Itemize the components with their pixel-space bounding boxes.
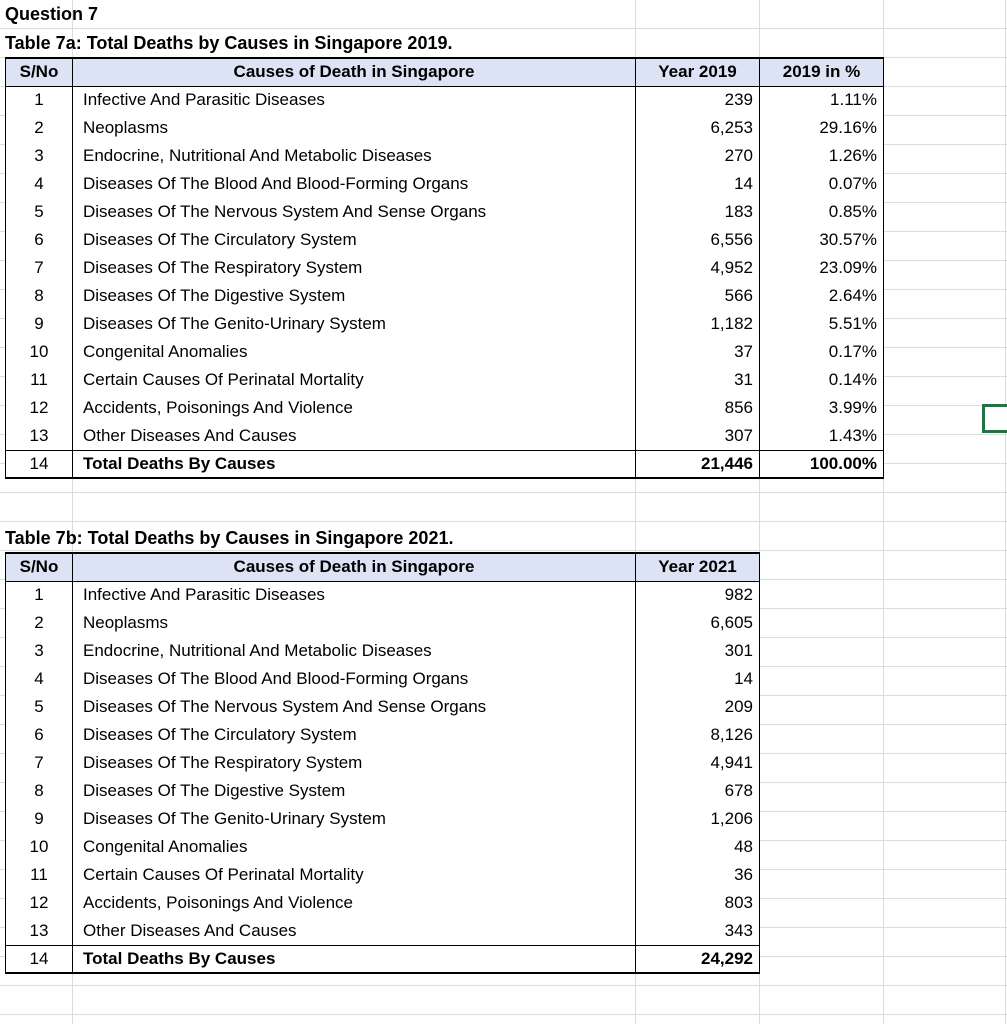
header-sno[interactable]: S/No [6,58,73,86]
cause-cell[interactable]: Diseases Of The Circulatory System [73,721,636,749]
cause-cell[interactable]: Accidents, Poisonings And Violence [73,889,636,917]
sno-cell[interactable]: 2 [6,609,73,637]
pct-cell[interactable]: 0.85% [760,198,884,226]
sno-cell[interactable]: 5 [6,693,73,721]
value-cell[interactable]: 678 [636,777,760,805]
table-row [6,665,760,693]
table-row [6,637,760,665]
cause-cell[interactable]: Neoplasms [73,114,636,142]
sno-cell[interactable]: 1 [6,86,73,114]
table-row [6,198,884,226]
total-label-cell[interactable]: Total Deaths By Causes [73,945,636,973]
value-cell[interactable]: 4,941 [636,749,760,777]
cause-cell[interactable]: Diseases Of The Digestive System [73,777,636,805]
value-cell[interactable]: 31 [636,366,760,394]
header-2019-pct[interactable]: 2019 in % [760,58,884,86]
sno-cell[interactable]: 8 [6,777,73,805]
sno-cell[interactable]: 14 [6,945,73,973]
cause-cell[interactable]: Other Diseases And Causes [73,917,636,945]
sno-cell[interactable]: 5 [6,198,73,226]
value-cell[interactable]: 6,556 [636,226,760,254]
pct-cell[interactable]: 0.14% [760,366,884,394]
selected-cell[interactable] [982,404,1007,433]
sno-cell[interactable]: 9 [6,310,73,338]
pct-cell[interactable]: 5.51% [760,310,884,338]
value-cell[interactable]: 6,253 [636,114,760,142]
value-cell[interactable]: 270 [636,142,760,170]
table-row [6,889,760,917]
table-row [6,310,884,338]
cause-cell[interactable]: Neoplasms [73,609,636,637]
sno-cell[interactable]: 11 [6,366,73,394]
value-cell[interactable]: 36 [636,861,760,889]
table-row [6,394,884,422]
table-a-title[interactable]: Table 7a: Total Deaths by Causes in Singapore 2019. [5,33,453,53]
pct-cell[interactable]: 1.43% [760,422,884,450]
total-row [6,450,884,478]
sno-cell[interactable]: 10 [6,338,73,366]
pct-cell[interactable]: 30.57% [760,226,884,254]
cause-cell[interactable]: Infective And Parasitic Diseases [73,86,636,114]
value-cell[interactable]: 307 [636,422,760,450]
header-cause[interactable]: Causes of Death in Singapore [73,58,636,86]
sno-cell[interactable]: 2 [6,114,73,142]
table-a [5,57,884,479]
sno-cell[interactable]: 10 [6,833,73,861]
sno-cell[interactable]: 6 [6,721,73,749]
table-row [6,170,884,198]
table-row [6,86,884,114]
sno-cell[interactable]: 4 [6,170,73,198]
table-row [6,609,760,637]
sno-cell[interactable]: 13 [6,422,73,450]
value-cell[interactable]: 4,952 [636,254,760,282]
cause-cell[interactable]: Diseases Of The Blood And Blood-Forming Organs [73,665,636,693]
table-row [6,805,760,833]
cause-cell[interactable]: Other Diseases And Causes [73,422,636,450]
table-row [6,282,884,310]
pct-cell[interactable]: 1.11% [760,86,884,114]
cause-cell[interactable]: Diseases Of The Genito-Urinary System [73,805,636,833]
sno-cell[interactable]: 4 [6,665,73,693]
table-row [6,693,760,721]
cause-cell[interactable]: Infective And Parasitic Diseases [73,581,636,609]
sno-cell[interactable]: 8 [6,282,73,310]
cause-cell[interactable]: Diseases Of The Blood And Blood-Forming Organs [73,170,636,198]
header-cause[interactable]: Causes of Death in Singapore [73,553,636,581]
cause-cell[interactable]: Diseases Of The Respiratory System [73,254,636,282]
sno-cell[interactable]: 11 [6,861,73,889]
table-row [6,366,884,394]
sno-cell[interactable]: 3 [6,142,73,170]
table-b-title[interactable]: Table 7b: Total Deaths by Causes in Singapore 2021. [5,528,454,548]
table-row [6,721,760,749]
cause-cell[interactable]: Diseases Of The Genito-Urinary System [73,310,636,338]
table-row [6,833,760,861]
cause-cell[interactable]: Congenital Anomalies [73,833,636,861]
sno-cell[interactable]: 12 [6,889,73,917]
table-row [6,749,760,777]
pct-cell[interactable]: 23.09% [760,254,884,282]
pct-cell[interactable]: 29.16% [760,114,884,142]
value-cell[interactable]: 1,182 [636,310,760,338]
value-cell[interactable]: 209 [636,693,760,721]
cause-cell[interactable]: Diseases Of The Nervous System And Sense Organs [73,693,636,721]
sno-cell[interactable]: 3 [6,637,73,665]
value-cell[interactable]: 803 [636,889,760,917]
value-cell[interactable]: 8,126 [636,721,760,749]
cause-cell[interactable]: Diseases Of The Circulatory System [73,226,636,254]
sno-cell[interactable]: 7 [6,749,73,777]
table-row [6,777,760,805]
total-label-cell[interactable]: Total Deaths By Causes [73,450,636,478]
pct-cell[interactable]: 0.17% [760,338,884,366]
value-cell[interactable]: 982 [636,581,760,609]
header-year-2019[interactable]: Year 2019 [636,58,760,86]
value-cell[interactable]: 301 [636,637,760,665]
cause-cell[interactable]: Diseases Of The Respiratory System [73,749,636,777]
cause-cell[interactable]: Certain Causes Of Perinatal Mortality [73,366,636,394]
value-cell[interactable]: 239 [636,86,760,114]
table-b [5,552,760,974]
sno-cell[interactable]: 6 [6,226,73,254]
header-sno[interactable]: S/No [6,553,73,581]
cause-cell[interactable]: Endocrine, Nutritional And Metabolic Diseases [73,142,636,170]
total-row [6,945,760,973]
table-row [6,338,884,366]
table-row [6,142,884,170]
cause-cell[interactable]: Diseases Of The Nervous System And Sense Organs [73,198,636,226]
cause-cell[interactable]: Certain Causes Of Perinatal Mortality [73,861,636,889]
table-row [6,861,760,889]
cause-cell[interactable]: Diseases Of The Digestive System [73,282,636,310]
table-b-header-row [6,553,760,581]
total-value-cell[interactable]: 24,292 [636,945,760,973]
total-value-cell[interactable]: 21,446 [636,450,760,478]
pct-cell[interactable]: 1.26% [760,142,884,170]
sno-cell[interactable]: 12 [6,394,73,422]
question-label[interactable]: Question 7 [5,4,99,24]
value-cell[interactable]: 37 [636,338,760,366]
value-cell[interactable]: 14 [636,665,760,693]
table-row [6,422,884,450]
value-cell[interactable]: 566 [636,282,760,310]
sno-cell[interactable]: 14 [6,450,73,478]
sno-cell[interactable]: 9 [6,805,73,833]
cause-cell[interactable]: Congenital Anomalies [73,338,636,366]
pct-cell[interactable]: 0.07% [760,170,884,198]
pct-cell[interactable]: 2.64% [760,282,884,310]
value-cell[interactable]: 343 [636,917,760,945]
table-row [6,114,884,142]
sno-cell[interactable]: 1 [6,581,73,609]
table-row [6,254,884,282]
total-pct-cell[interactable]: 100.00% [760,450,884,478]
table-row [6,226,884,254]
value-cell[interactable]: 14 [636,170,760,198]
value-cell[interactable]: 1,206 [636,805,760,833]
value-cell[interactable]: 48 [636,833,760,861]
pct-cell[interactable]: 3.99% [760,394,884,422]
value-cell[interactable]: 856 [636,394,760,422]
cause-cell[interactable]: Endocrine, Nutritional And Metabolic Diseases [73,637,636,665]
value-cell[interactable]: 6,605 [636,609,760,637]
table-a-header-row [6,58,884,86]
cause-cell[interactable]: Accidents, Poisonings And Violence [73,394,636,422]
table-row [6,581,760,609]
sno-cell[interactable]: 13 [6,917,73,945]
header-year-2021[interactable]: Year 2021 [636,553,760,581]
table-row [6,917,760,945]
value-cell[interactable]: 183 [636,198,760,226]
sno-cell[interactable]: 7 [6,254,73,282]
